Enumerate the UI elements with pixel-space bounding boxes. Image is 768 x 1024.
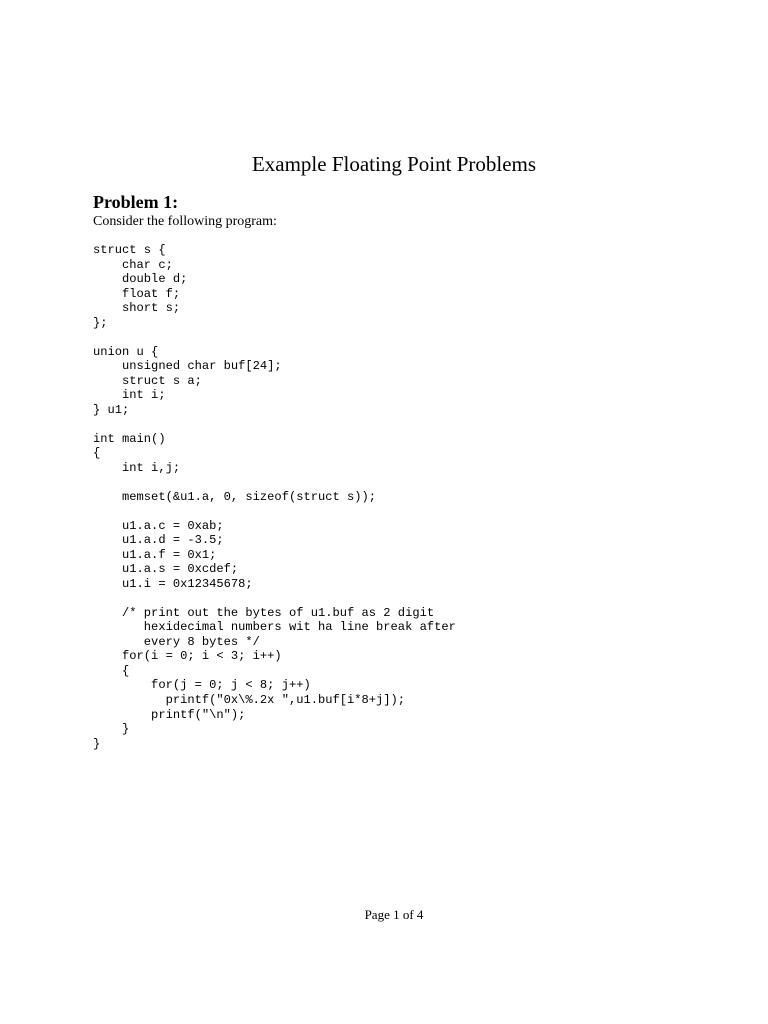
code-line: u1.i = 0x12345678;	[93, 576, 253, 591]
code-line: printf("\n");	[93, 707, 246, 722]
code-line: union u {	[93, 344, 159, 359]
code-line: u1.a.c = 0xab;	[93, 518, 224, 533]
code-line: {	[93, 663, 130, 678]
code-line: for(j = 0; j < 8; j++)	[93, 678, 311, 693]
code-line: }	[93, 736, 101, 751]
code-line: int i,j;	[93, 460, 181, 475]
problem-intro: Consider the following program:	[93, 214, 277, 229]
document-title: Example Floating Point Problems	[251, 152, 537, 176]
code-line: u1.a.f = 0x1;	[93, 547, 217, 562]
code-line: struct s {	[93, 243, 166, 257]
problem-heading: Problem 1:	[93, 192, 179, 212]
page-footer: Page 1 of 4	[364, 907, 424, 922]
code-line: float f;	[93, 286, 181, 301]
code-line: unsigned char buf[24];	[93, 359, 282, 374]
code-line: for(i = 0; i < 3; i++)	[93, 649, 282, 664]
code-block	[93, 243, 456, 751]
code-line	[93, 417, 456, 432]
code-line	[93, 504, 456, 519]
code-line: u1.a.d = -3.5;	[93, 533, 224, 548]
code-line	[93, 330, 456, 345]
code-line: /* print out the bytes of u1.buf as 2 digit	[93, 605, 435, 620]
code-line: int main()	[93, 431, 166, 446]
code-line: };	[93, 315, 108, 330]
code-line: u1.a.s = 0xcdef;	[93, 562, 239, 577]
code-line: short s;	[93, 301, 181, 316]
code-line: int i;	[93, 388, 166, 403]
code-line: {	[93, 446, 101, 461]
code-line: char c;	[93, 257, 173, 272]
code-line: double d;	[93, 272, 188, 287]
code-line: } u1;	[93, 402, 130, 417]
code-line: memset(&u1.a, 0, sizeof(struct s));	[93, 489, 377, 504]
code-line: every 8 bytes */	[93, 634, 260, 649]
code-line: }	[93, 722, 130, 737]
code-line: printf("0x\%.2x ",u1.buf[i*8+j]);	[93, 692, 406, 707]
code-line: hexidecimal numbers wit ha line break after	[93, 620, 456, 635]
code-line: struct s a;	[93, 373, 202, 388]
code-line	[93, 591, 456, 606]
code-line	[93, 475, 456, 490]
